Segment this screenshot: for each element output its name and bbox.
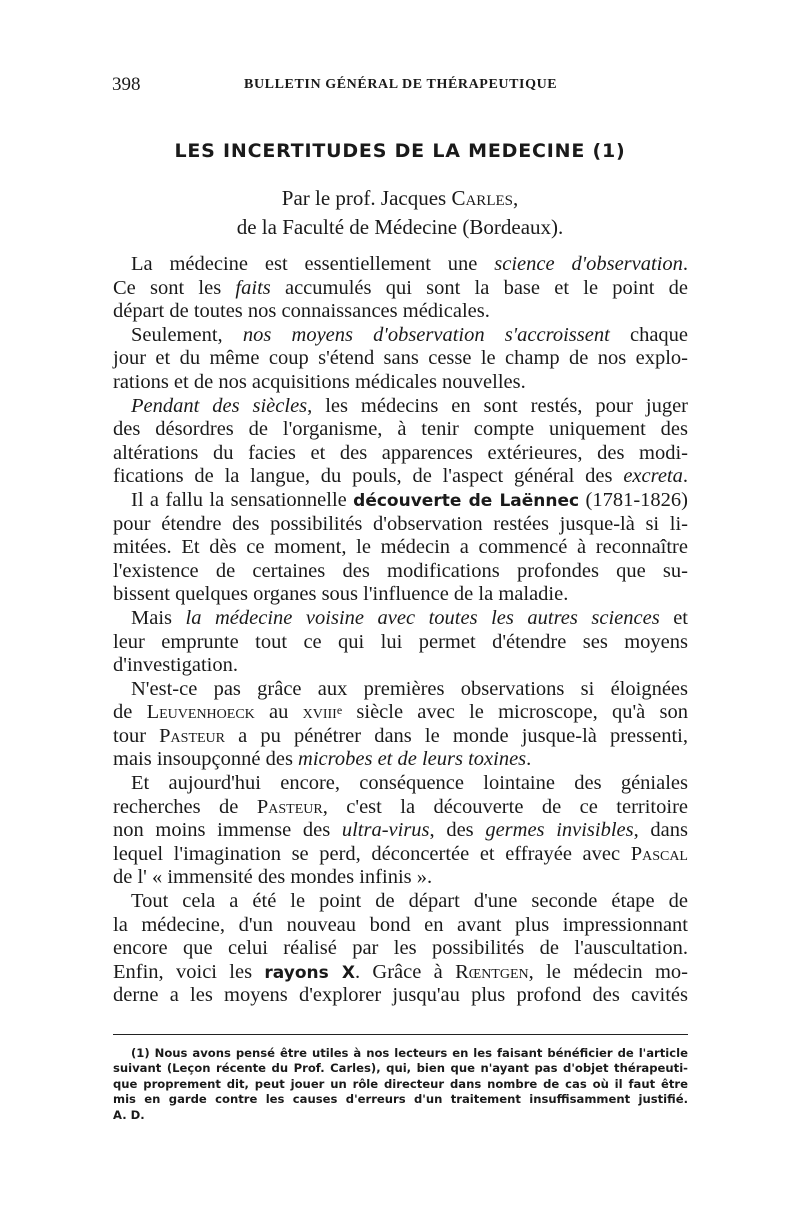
byline [0,184,800,242]
author-surname: Carles [451,186,513,210]
text-line: non moins immense des ultra-virus, des germes invisibles, dans [113,819,689,842]
title-footnote-ref: (1) [585,140,626,162]
running-head: BULLETIN GÉNÉRAL DE THÉRAPEUTIQUE [244,77,558,92]
article-body [113,253,688,1008]
text-line: Mais la médecine voisine avec toutes les autres sciences et [131,606,689,629]
footnote-line: mis en garde contre les causes d'erreurs d'un traitement insuffisamment justifié. [113,1092,688,1107]
footnote-rule [113,1034,688,1035]
text-line: Il a fallu la sensationnelle découverte de Laënnec (1781-1826) [131,488,688,511]
text-line: Et aujourd'hui encore, conséquence lointaine des géniales [131,772,688,795]
text-line: fications de la langue, du pouls, de l'aspect général des excreta. [113,465,688,488]
page-header [112,74,688,104]
text-line: des désordres de l'organisme, à tenir compte uniquement des [113,418,688,441]
page-number: 398 [112,74,141,95]
text-line: Tout cela a été le point de départ d'une seconde étape de [131,890,688,913]
article-title [0,140,800,162]
text-line: La médecine est essentiellement une science d'observation. [131,253,689,275]
rayons-x-emphasis: rayons X [264,962,355,983]
text-line: jour et du même coup s'étend sans cesse le champ de nos explo- [113,347,688,370]
text-line: bissent quelques organes sous l'influence de la maladie. [113,583,569,606]
text-line: mais insoupçonné des microbes et de leurs toxines. [113,748,532,771]
text-line: leur emprunte tout ce qui lui permet d'étendre ses moyens [113,630,688,653]
author-line: Par le prof. Jacques Carles, [281,186,519,210]
author-affiliation: de la Faculté de Médecine (Bordeaux). [236,215,564,239]
footnote-line: (1) Nous avons pensé être utiles à nos lecteurs en les faisant bénéficier de l'article [131,1046,688,1060]
text-line: d'investigation. [113,654,238,677]
text-line: mitées. Et dès ce moment, le médecin a commencé à reconnaître [113,536,688,559]
text-line: N'est-ce pas grâce aux premières observations si éloignées [131,677,688,700]
footnote-line: suivant (Leçon récente du Prof. Carles), qui, bien que n'ayant pas d'objet thérapeuti- [113,1061,688,1076]
text-line: Enfin, voici les rayons X. Grâce à Rœntgen, le médecin mo- [113,960,688,983]
text-line: rations et de nos acquisitions médicales nouvelles. [113,370,526,393]
text-line: la médecine, d'un nouveau bond en avant plus impressionnant [113,913,688,936]
text-line: encore que celui réalisé par les possibilités de l'auscultation. [113,937,688,960]
text-line: lequel l'imagination se perd, déconcertée et effrayée avec Pascal [113,842,688,865]
text-line: départ de toutes nos connaissances médicales. [113,300,490,323]
text-line: l'existence de certaines des modifications profondes que su- [113,559,688,582]
text-line: de l' « immensité des mondes infinis ». [113,866,433,889]
text-line: recherches de Pasteur, c'est la découverte de ce territoire [113,795,688,818]
text-line: derne a les moyens d'explorer jusqu'au plus profond des cavités [113,984,688,1007]
text-line: tour Pasteur a pu pénétrer dans le monde jusque-là pressenti, [113,724,688,747]
text-line: Ce sont les faits accumulés qui sont la base et le point de [113,276,689,299]
text-line: pour étendre des possibilités d'observation restées jusque-là si li- [113,512,688,535]
footnote-signature: A. D. [113,1107,145,1122]
text-line: Pendant des siècles, les médecins en sont restés, pour juger [131,394,688,417]
footnote-line: que proprement dit, peut jouer un rôle directeur dans nombre de cas où il faut être [113,1076,688,1091]
laennec-emphasis: découverte de Laënnec [353,490,580,511]
text-line: de Leuvenhoeck au xviii$^e$ siècle avec le microscope, qu'à son [113,701,688,724]
text-line: altérations du facies et des apparences extérieures, des modi- [113,441,688,464]
footnote [113,1046,688,1123]
article-title-text: LES INCERTITUDES DE LA MEDECINE [174,140,586,162]
text-line: Seulement, nos moyens d'observation s'accroissent chaque [131,323,689,346]
